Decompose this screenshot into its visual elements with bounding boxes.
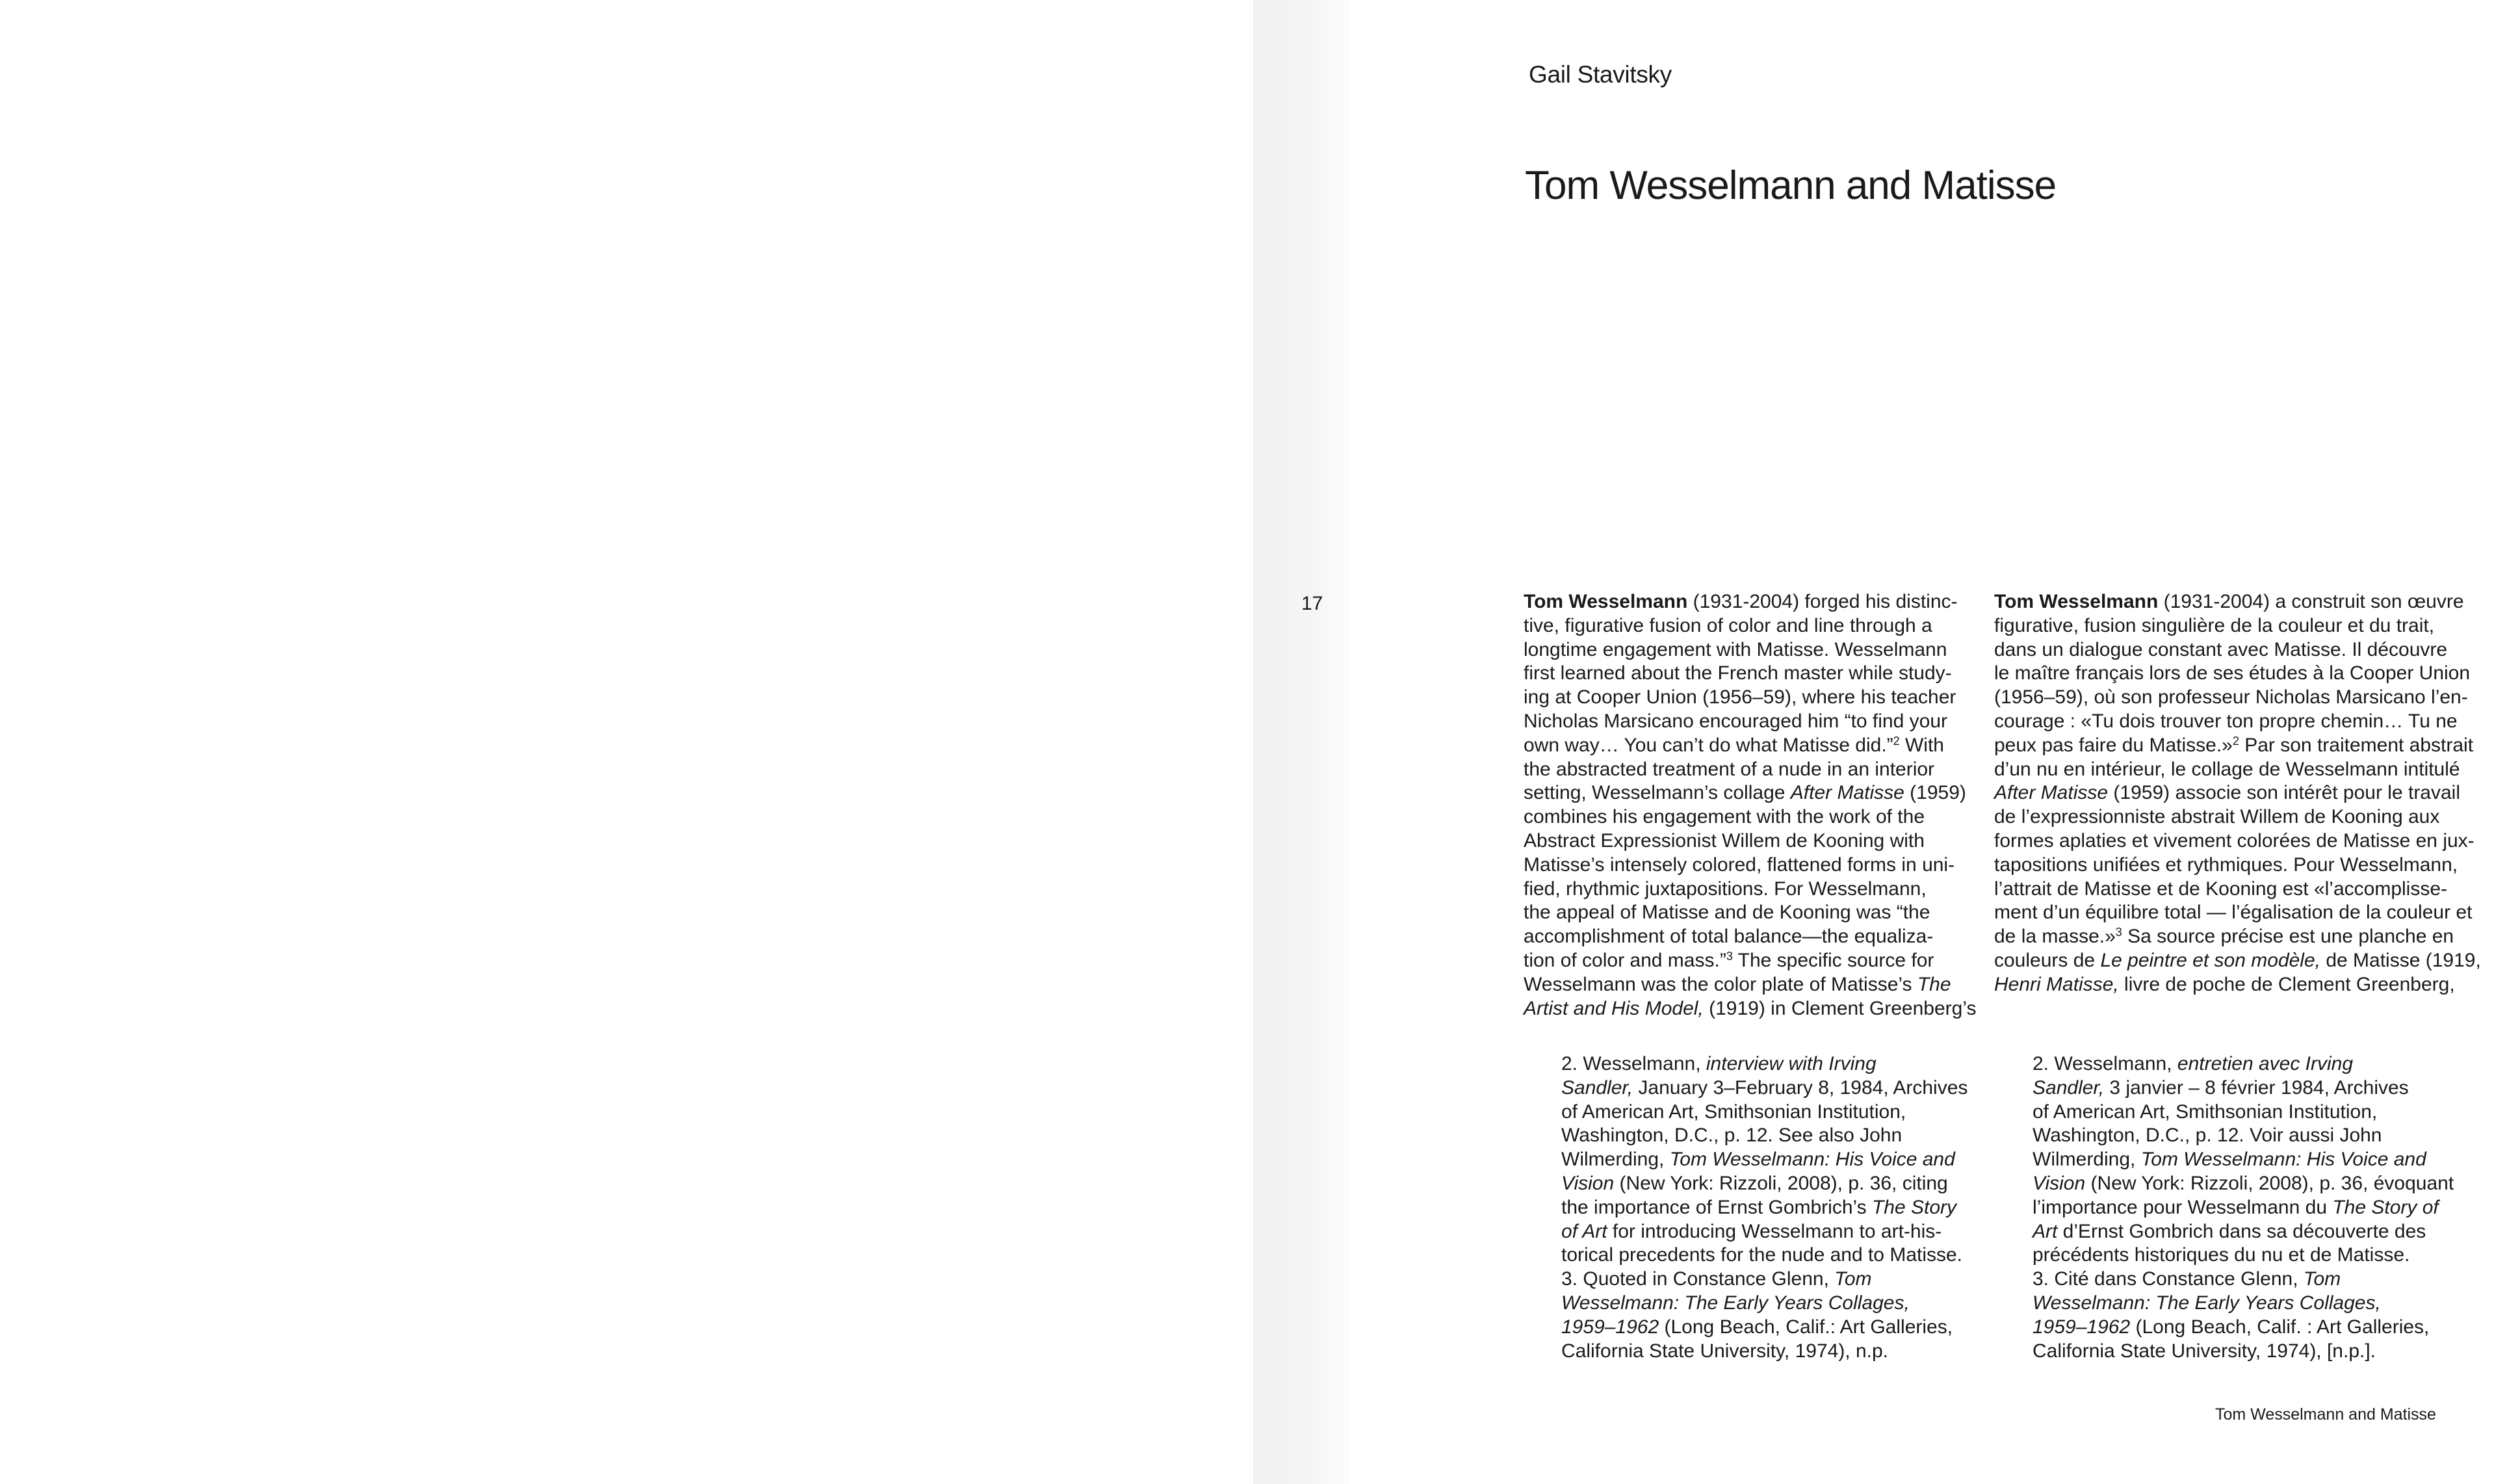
text-line: peux pas faire du Matisse.»$^2$ Par son traitement abstrait xyxy=(1994,734,2474,756)
text-line: formes aplaties et vivement colorées de Matisse en jux- xyxy=(1994,829,2475,852)
text-line: (1956–59), où son professeur Nicholas Marsicano l’en- xyxy=(1994,686,2468,709)
artwork-title: Le peintre et son modèle, xyxy=(2100,949,2320,971)
footnote-line: Wilmerding, Tom Wesselmann: His Voice and xyxy=(2033,1149,2426,1171)
footnote-line: California State University, 1974), [n.p.]. xyxy=(2033,1340,2376,1362)
footnote-line: Art d’Ernst Gombrich dans sa découverte des xyxy=(2033,1220,2426,1242)
footnote-line: Wesselmann: The Early Years Collages, xyxy=(2033,1292,2381,1314)
footnote-line: 1959–1962 (Long Beach, Calif. : Art Galleries, xyxy=(2033,1316,2430,1338)
text-line: ing at Cooper Union (1956–59), where his teacher xyxy=(1524,686,1956,709)
text-line: setting, Wesselmann’s collage After Matisse (1959) xyxy=(1524,782,1966,804)
footnote-ref[interactable]: 2 xyxy=(1893,734,1900,748)
text-line: Tom Wesselmann (1931-2004) a construit son œuvre xyxy=(1994,591,2464,612)
footnote-line: 1959–1962 (Long Beach, Calif.: Art Galleries, xyxy=(1561,1316,1953,1338)
text-line: courage : «Tu dois trouver ton propre chemin… Tu ne xyxy=(1994,710,2458,732)
running-footer-title: Tom Wesselmann and Matisse xyxy=(2215,1405,2436,1424)
text-line: le maître français lors de ses études à la Cooper Union xyxy=(1994,662,2471,684)
text-line: d’un nu en intérieur, le collage de Wesselmann intitulé xyxy=(1994,758,2460,780)
footnote-line: Sandler, January 3–February 8, 1984, Archives xyxy=(1561,1076,1968,1099)
footnote-line: 2. Wesselmann, interview with Irving xyxy=(1561,1053,1877,1074)
text-line: tion of color and mass.”$^3$ The specific source for xyxy=(1524,949,1934,971)
footnote-line: Washington, D.C., p. 12. See also John xyxy=(1561,1125,1903,1147)
footnote-line: Wesselmann: The Early Years Collages, xyxy=(1561,1292,1910,1314)
page-number: 17 xyxy=(1301,593,1323,614)
english-body-text xyxy=(1524,590,1977,1021)
footnote-ref[interactable]: 3 xyxy=(2115,926,2122,939)
artwork-title: The xyxy=(1917,973,1951,995)
footnote-line: Vision (New York: Rizzoli, 2008), p. 36, évoquant xyxy=(2033,1172,2454,1194)
footnote-ref[interactable]: 3 xyxy=(1726,949,1733,963)
text-line: Matisse’s intensely colored, flattened forms in uni- xyxy=(1524,853,1955,876)
footnote-ref[interactable]: 2 xyxy=(2232,734,2239,748)
text-line: couleurs de Le peintre et son modèle, de Matisse (1919, xyxy=(1994,949,2481,971)
text-line: tive, figurative fusion of color and line through a xyxy=(1524,614,1932,636)
footnote-line: précédents historiques du nu et de Matisse. xyxy=(2033,1244,2410,1266)
text-line: own way… You can’t do what Matisse did.”$^2$ With xyxy=(1524,734,1944,756)
text-line: Nicholas Marsicano encouraged him “to find your xyxy=(1524,710,1947,732)
text-line: ment d’un équilibre total — l’égalisation de la couleur et xyxy=(1994,902,2473,924)
artwork-title: Artist and His Model, xyxy=(1524,997,1704,1019)
artwork-title: After Matisse xyxy=(1994,782,2109,804)
essay-title: Tom Wesselmann and Matisse xyxy=(1525,163,2057,208)
footnote-line: of Art for introducing Wesselmann to art-his- xyxy=(1561,1220,1942,1242)
text-line: the appeal of Matisse and de Kooning was “the xyxy=(1524,902,1930,924)
footnote-line: Vision (New York: Rizzoli, 2008), p. 36, citing xyxy=(1561,1172,1948,1194)
text-line: Tom Wesselmann (1931-2004) forged his distinc- xyxy=(1524,591,1958,612)
text-line: Artist and His Model, (1919) in Clement Greenberg’s xyxy=(1524,997,1977,1019)
text-line: first learned about the French master while study- xyxy=(1524,662,1952,684)
text-line: l’attrait de Matisse et de Kooning est «l’accomplisse- xyxy=(1994,878,2448,900)
text-line: tapositions unifiées et rythmiques. Pour Wesselmann, xyxy=(1994,853,2458,876)
text-line: After Matisse (1959) associe son intérêt pour le travail xyxy=(1994,782,2461,804)
author-name: Gail Stavitsky xyxy=(1529,61,1672,88)
footnote-line: l’importance pour Wesselmann du The Story of xyxy=(2033,1196,2439,1218)
text-line: figurative, fusion singulière de la couleur et du trait, xyxy=(1994,614,2435,636)
footnote-line: 2. Wesselmann, entretien avec Irving xyxy=(2033,1053,2354,1074)
text-line: dans un dialogue constant avec Matisse. Il découvre xyxy=(1994,638,2448,660)
french-body-text xyxy=(1994,590,2481,997)
french-footnotes xyxy=(2033,1052,2454,1363)
book-title: Henri Matisse, xyxy=(1994,973,2119,995)
footnote-line: the importance of Ernst Gombrich’s The Story xyxy=(1561,1196,1957,1218)
text-line: the abstracted treatment of a nude in an interior xyxy=(1524,758,1935,780)
footnote-line: Washington, D.C., p. 12. Voir aussi John xyxy=(2033,1125,2382,1147)
footnote-line: 3. Quoted in Constance Glenn, Tom xyxy=(1561,1268,1872,1290)
text-line: de la masse.»$^3$ Sa source précise est une planche en xyxy=(1994,926,2454,948)
text-line: Henri Matisse, livre de poche de Clement Greenberg, xyxy=(1994,973,2455,995)
footnote-line: Wilmerding, Tom Wesselmann: His Voice and xyxy=(1561,1149,1955,1171)
footnote-line: California State University, 1974), n.p. xyxy=(1561,1340,1889,1362)
lead-name: Tom Wesselmann xyxy=(1994,591,2159,612)
left-page-blank xyxy=(0,0,1253,1484)
text-line: Abstract Expressionist Willem de Kooning with xyxy=(1524,829,1925,852)
text-line: longtime engagement with Matisse. Wesselmann xyxy=(1524,638,1947,660)
english-footnotes xyxy=(1561,1052,1977,1363)
text-line: accomplishment of total balance—the equaliza- xyxy=(1524,926,1934,948)
footnote-line: of American Art, Smithsonian Institution, xyxy=(2033,1100,2378,1123)
text-line: combines his engagement with the work of the xyxy=(1524,806,1925,828)
text-line: de l’expressionniste abstrait Willem de Kooning aux xyxy=(1994,806,2440,828)
footnote-line: of American Art, Smithsonian Institution, xyxy=(1561,1100,1906,1123)
footnote-line: torical precedents for the nude and to Matisse. xyxy=(1561,1244,1963,1266)
text-line: fied, rhythmic juxtapositions. For Wesselmann, xyxy=(1524,878,1927,900)
artwork-title: After Matisse xyxy=(1790,782,1904,804)
footnote-line: 3. Cité dans Constance Glenn, Tom xyxy=(2033,1268,2341,1290)
footnote-line: Sandler, 3 janvier – 8 février 1984, Archives xyxy=(2033,1076,2409,1099)
lead-name: Tom Wesselmann xyxy=(1524,591,1688,612)
text-line: Wesselmann was the color plate of Matisse’s The xyxy=(1524,973,1951,995)
